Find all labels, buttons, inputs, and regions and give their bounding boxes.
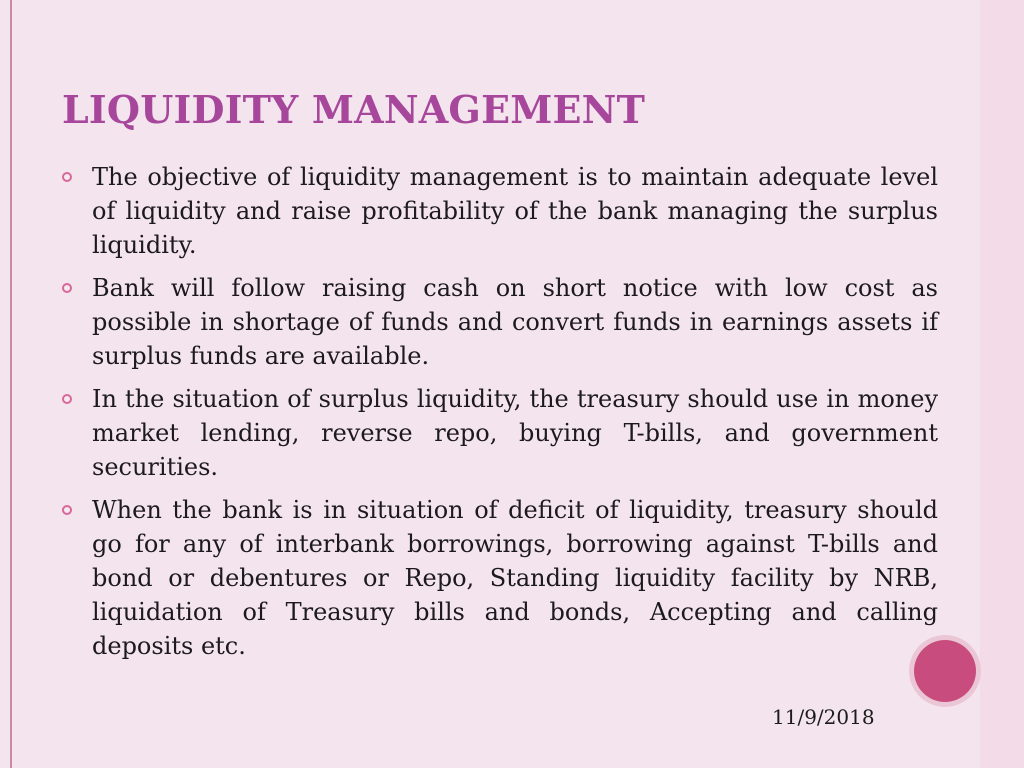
ring-bullet-icon — [62, 394, 72, 404]
ring-bullet-icon — [62, 172, 72, 182]
right-stripe-band — [980, 0, 1024, 768]
ring-bullet-icon — [62, 283, 72, 293]
bullet-item — [62, 160, 938, 262]
bullet-list — [62, 160, 938, 672]
bullet-text: When the bank is in situation of deficit of liquidity, treasury should go for any of interbank borrowings, borrowing against T-bills and bond or debentures or Repo, Standing liquidity facility by NRB, liquidation of Treasury bills and bonds, Accepting and calling deposits etc. — [92, 496, 938, 660]
bullet-item — [62, 382, 938, 484]
slide-date: 11/9/2018 — [772, 705, 875, 729]
left-border-line — [10, 0, 12, 768]
bullet-text: Bank will follow raising cash on short notice with low cost as possible in shortage of funds and convert funds in earnings assets if surplus funds are available. — [92, 274, 938, 370]
ring-bullet-icon — [62, 505, 72, 515]
slide-title: LIQUIDITY MANAGEMENT — [62, 87, 646, 132]
bullet-text: In the situation of surplus liquidity, the treasury should use in money market lending, reverse repo, buying T-bills, and government securities. — [92, 385, 938, 481]
bullet-item — [62, 493, 938, 663]
bullet-text: The objective of liquidity management is to maintain adequate level of liquidity and raise profitability of the bank managing the surplus liquidity. — [92, 163, 938, 259]
decorative-circle-icon — [914, 640, 976, 702]
bullet-item — [62, 271, 938, 373]
